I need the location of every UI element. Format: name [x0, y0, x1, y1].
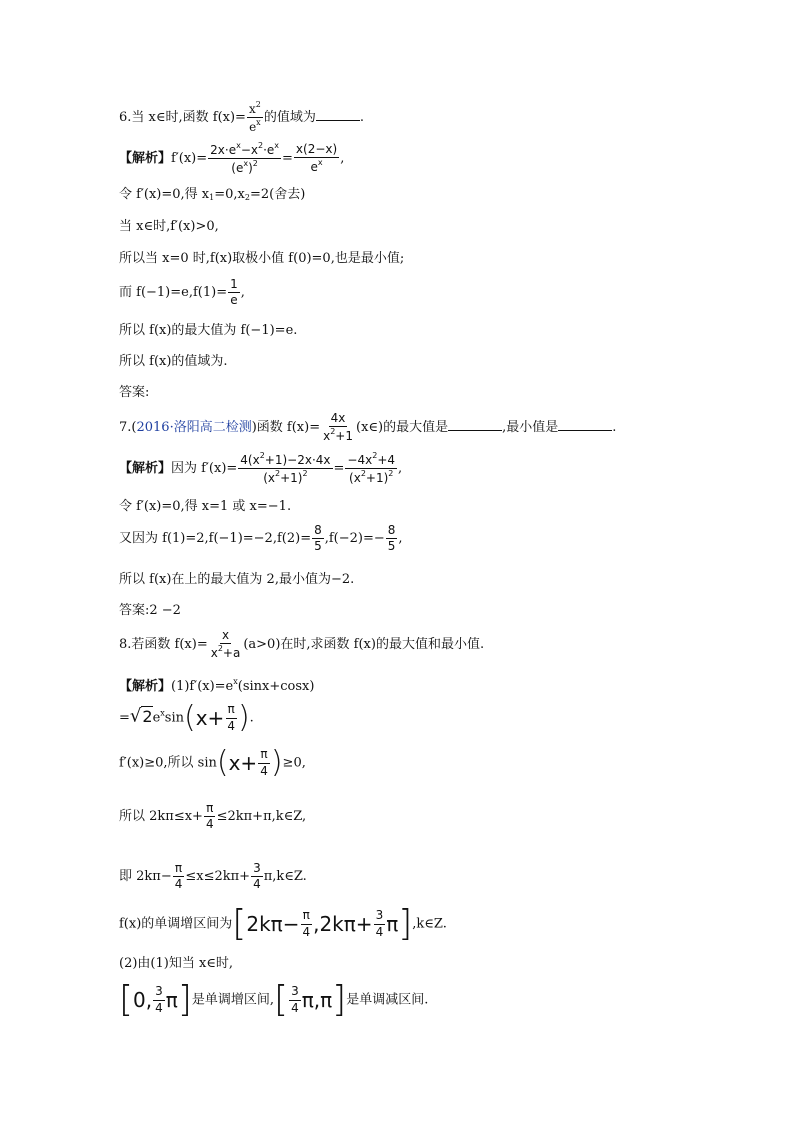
a8-pi-over-4: $\frac{\pi}{4}$ — [174, 861, 183, 892]
a6-line3: 当 x∈时,f′(x)>0, — [119, 219, 219, 234]
q7-fraction: $\frac{4x}{x^2+1}$ — [323, 411, 353, 444]
a8-pi-over-4: $\frac{\pi}{4}$ — [227, 702, 235, 733]
q7-blank-min — [558, 418, 612, 431]
a7-frac-8-5: $\frac{8}{5}$ — [314, 523, 322, 554]
a6-line2: 令 f′(x)=0,得 $x_1=0,x_2=2$(舍去) — [119, 187, 306, 202]
a8-pi-over-4: $\frac{\pi}{4}$ — [205, 801, 214, 832]
a8-line3: f′(x)≥0,所以 sin(x+ $\frac{\pi}{4}$ )≥0, — [119, 745, 306, 780]
a7-line3: 又因为 f(1)=2,f(−1)=−2,f(2)= $\frac{8}{5}$ ,f(−2)=− $\frac{8}{5}$ , — [119, 523, 403, 554]
q8-line: 8.若函数 f(x)= $\frac{x}{x^2+a}$ (a>0)在时,求函数 f(x)的最大值和最小值. — [119, 628, 485, 661]
a8-line8: [0, $\frac{3}{4}$ π]是单调增区间,[ $\frac{3}{4}$ π,π]是单调减区间. — [119, 979, 429, 1020]
a8-three-quarters: $\frac{3}{4}$ — [375, 908, 384, 939]
a7-fraction-1: $\frac{4(x^2+1)-2x\cdot 4x}{(x^2+1)^2}$ — [240, 451, 331, 486]
a8-line5: 即 2kπ− $\frac{\pi}{4}$ ≤x≤2kπ+ $\frac{3}{4}$ π,k∈Z. — [119, 861, 307, 892]
q6-line: 6.当 x∈时,函数 f(x)= $\frac{x^2}{e^x}$ 的值域为 . — [119, 100, 364, 135]
a6-line5: 而 f(−1)=e,f(1)= $\frac{1}{e}$ , — [119, 277, 245, 308]
a7-answer: 答案:2 −2 — [119, 603, 181, 618]
a6-line1: 【解析】f′(x)= $\frac{2x\cdot e^x-x^2\cdot e^x}{(e^x)^2}$ = $\frac{x(2-x)}{e^x}$ , — [119, 141, 345, 176]
a6-answer: 答案: — [119, 385, 150, 400]
q6-prefix: 6.当 x∈时,函数 f(x)= — [119, 110, 246, 126]
a8-line2: $=√2e^x\sin(x+$ $\frac{\pi}{4}$ ). — [119, 700, 254, 735]
q7-source: 2016·洛阳高二检测 — [136, 420, 252, 436]
a8-line1: 【解析】$(1)f'(x)=e^x(\sin x+\cos x)$ — [119, 677, 315, 694]
analysis-tag: 【解析】 — [119, 679, 172, 694]
q7-blank-max — [448, 418, 502, 431]
a6-fraction-1: $\frac{2x\cdot e^x-x^2\cdot e^x}{(e^x)^2}$ — [210, 141, 280, 176]
analysis-tag: 【解析】 — [119, 461, 172, 477]
a6-line5-fraction: $\frac{1}{e}$ — [230, 277, 238, 308]
a8-pi-over-4: $\frac{\pi}{4}$ — [260, 747, 268, 778]
a8-line7: (2)由(1)知当 x∈时, — [119, 956, 234, 971]
a6-line6: 所以 f(x)的最大值为 f(−1)=e. — [119, 323, 298, 338]
a6-line4: 所以当 x=0 时,f(x)取极小值 f(0)=0,也是最小值; — [119, 251, 405, 266]
q7-line: 7.(2016·洛阳高二检测)函数 f(x)= $\frac{4x}{x^2+1}$ (x∈)的最大值是 ,最小值是 . — [119, 411, 617, 444]
a6-fraction-2: $\frac{x(2-x)}{e^x}$ — [295, 142, 338, 175]
q6-suffix: 的值域为 — [263, 110, 316, 126]
a7-line4: 所以 f(x)在上的最大值为 2,最小值为−2. — [119, 572, 355, 587]
a8-pi-over-4: $\frac{\pi}{4}$ — [302, 908, 311, 939]
a7-line1: 【解析】因为 f′(x)= $\frac{4(x^2+1)-2x\cdot 4x}{(x^2+1)^2}$ = $\frac{-4x^2+4}{(x^2+1)^2}$ , — [119, 451, 403, 486]
q6-fraction: $\frac{x^2}{e^x}$ — [248, 100, 261, 135]
a8-line4: 所以 2kπ≤x+ $\frac{\pi}{4}$ ≤2kπ+π,k∈Z, — [119, 801, 307, 832]
sqrt-symbol: √ — [129, 705, 142, 727]
a8-three-quarters: $\frac{3}{4}$ — [155, 984, 163, 1015]
analysis-tag: 【解析】 — [119, 151, 172, 167]
a7-fraction-2: $\frac{-4x^2+4}{(x^2+1)^2}$ — [347, 451, 396, 486]
a8-line6: f(x)的单调增区间为[2kπ− $\frac{\pi}{4}$ ,2kπ+ $\frac{3}{4}$ π],k∈Z. — [119, 903, 447, 944]
a8-three-quarters: $\frac{3}{4}$ — [253, 861, 261, 892]
q8-fraction: $\frac{x}{x^2+a}$ — [210, 628, 241, 661]
a7-line2: 令 f′(x)=0,得 x=1 或 x=−1. — [119, 499, 292, 514]
a6-line7: 所以 f(x)的值域为. — [119, 354, 228, 369]
a7-frac-neg-8-5: $\frac{8}{5}$ — [387, 523, 396, 554]
a8-three-quarters: $\frac{3}{4}$ — [291, 984, 299, 1015]
q6-blank — [316, 108, 360, 121]
